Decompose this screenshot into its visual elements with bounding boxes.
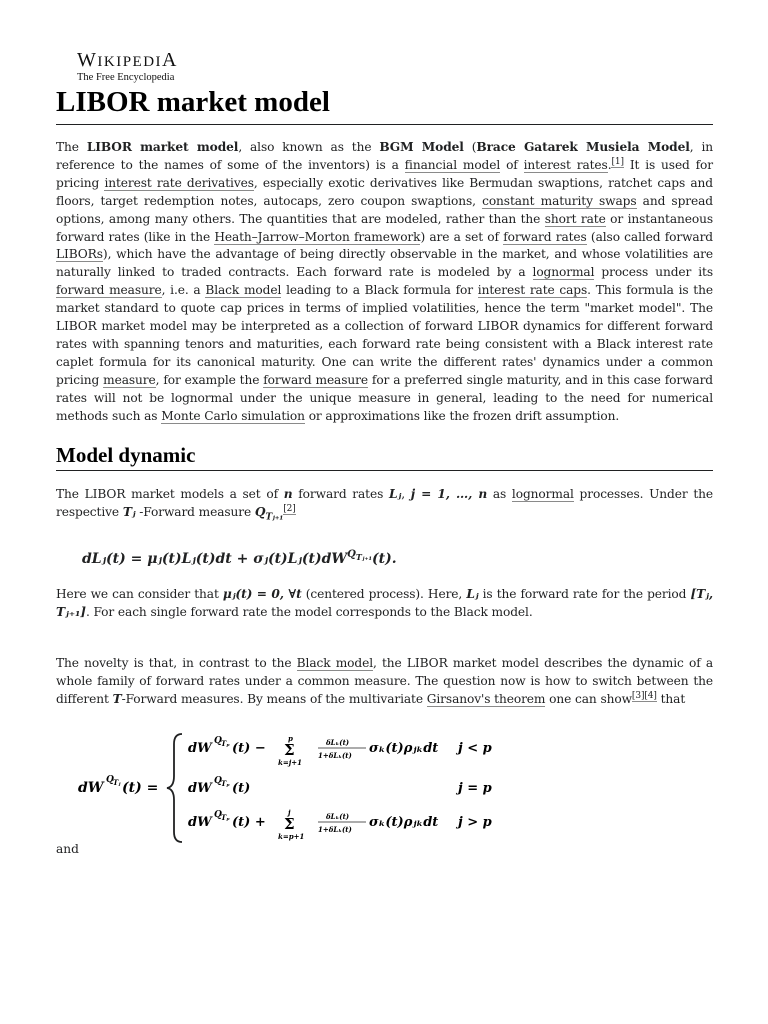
model-paragraph-3: The novelty is that, in contrast to the Black model, the LIBOR market model describes the dynamic of a whole family of forward rates under a common measure. The question now is how to switch between the different T-Forward measures. By means of the multivariate Girsanov's theorem one can show[3][4] that xyxy=(56,656,713,706)
link-monte-carlo[interactable]: Monte Carlo simulation xyxy=(161,408,305,423)
link-forward-measure-2[interactable]: forward measure xyxy=(263,372,368,387)
link-girsanov-theorem[interactable]: Girsanov's theorem xyxy=(426,691,546,706)
intro-paragraph: The LIBOR market model, also known as the BGM Model (Brace Gatarek Musiela Model, in reference to the names of some of the inventors) is a financial model of interest rates.[1] It is used for pricing interest rate derivatives, especially exotic derivatives like Bermudan swaptions, ratchet caps and floors, target redemption notes, autocaps, zero coupon swaptions, constant maturity swaps and spread options, among many others. The quantities that are modeled, rather than the short rate or instantaneous forward rates (like in the Heath–Jarrow–Morton framework) are a set of forward rates (also called forward LIBORs), which have the advantage of being directly observable in the market, and whose volatilities are naturally linked to traded contracts. Each forward rate is modeled by a lognormal process under its forward measure, i.e. a Black model leading to a Black formula for interest rate caps. This formula is the market standard to quote cap prices in terms of implied volatilities, hence the term "market model". The LIBOR market model may be interpreted as a collection of forward LIBOR dynamics for different forward rates with spanning tenors and maturities, each forward rate being consistent with a Black interest rate caplet formula for its canonical maturity. One can write the different rates' dynamics under a common pricing measure, for example the forward measure for a preferred single maturity, and in this case forward rates will not be lognormal under the unique measure in general, leading to the need for numerical methods such as Monte Carlo simulation or approximations like the frozen drift assumption. xyxy=(56,140,714,423)
link-financial-model[interactable]: financial model xyxy=(404,157,501,172)
svg-text:j: j xyxy=(288,808,291,817)
svg-text:σₖ(t)ρⱼₖdt: σₖ(t)ρⱼₖdt xyxy=(369,815,439,830)
model-paragraph-2: Here we can consider that μⱼ(t) = 0, ∀t (centered process). Here, Lⱼ is the forward rate for the period [Tⱼ, Tⱼ₊₁]. For each single forward rate the model corresponds to the Black model. xyxy=(56,587,713,619)
ref-1[interactable]: [1] xyxy=(611,156,624,167)
link-short-rate[interactable]: short rate xyxy=(544,211,606,226)
svg-text:1+δLₖ(t): 1+δLₖ(t) xyxy=(318,751,352,760)
link-interest-rate-derivatives[interactable]: interest rate derivatives xyxy=(104,175,254,190)
svg-text:(t) +: (t) + xyxy=(232,815,266,830)
equation-measure-change xyxy=(78,732,518,844)
eq-row-2 xyxy=(188,776,492,796)
link-lognormal[interactable]: lognormal xyxy=(532,265,595,280)
svg-text:k=j+1: k=j+1 xyxy=(278,758,302,767)
svg-text:Tⱼ: Tⱼ xyxy=(113,778,121,787)
svg-text:Q: Q xyxy=(214,776,222,786)
link-forward-measure[interactable]: forward measure xyxy=(56,283,162,298)
link-interest-rate-caps[interactable]: interest rate caps xyxy=(477,283,588,298)
logo-tagline: The Free Encyclopedia xyxy=(77,72,175,83)
section-divider xyxy=(56,470,713,471)
svg-text:σₖ(t)ρⱼₖdt: σₖ(t)ρⱼₖdt xyxy=(369,741,439,756)
model-paragraph-1: The LIBOR market models a set of n forward rates Lⱼ, j = 1, …, n as lognormal processes. Under the respective Tⱼ -Forward measure $Q_{Tⱼ_{+1}}[2]$ xyxy=(56,487,713,523)
ref-3-4[interactable]: [3][4] xyxy=(631,690,657,701)
link-black-model-2[interactable]: Black model xyxy=(296,656,374,670)
trailing-text: and xyxy=(56,842,79,856)
svg-text:Q: Q xyxy=(214,736,222,746)
svg-text:p: p xyxy=(288,734,293,743)
svg-text:dW: dW xyxy=(188,781,212,796)
svg-text:j = p: j = p xyxy=(458,781,492,796)
logo-wordmark: WIKIPEDIA xyxy=(77,49,178,71)
link-black-model[interactable]: Black model xyxy=(205,283,282,298)
eq-row-3 xyxy=(188,808,492,841)
svg-text:Σ: Σ xyxy=(284,741,295,759)
svg-text:dW: dW xyxy=(188,741,212,756)
svg-text:Σ: Σ xyxy=(284,815,295,833)
eq-lhs xyxy=(78,775,158,796)
svg-text:δLₖ(t): δLₖ(t) xyxy=(326,812,350,821)
svg-text:Q: Q xyxy=(214,810,222,820)
link-interest-rates[interactable]: interest rates xyxy=(523,157,608,172)
svg-text:dW: dW xyxy=(188,815,212,830)
title-divider xyxy=(56,124,713,125)
eq-row-1 xyxy=(188,734,492,767)
ref-2[interactable]: [2] xyxy=(283,503,296,514)
eq-brace xyxy=(167,734,182,842)
svg-text:Tₚ: Tₚ xyxy=(221,779,230,788)
link-constant-maturity-swaps[interactable]: constant maturity swaps xyxy=(482,193,637,208)
svg-text:Tₚ: Tₚ xyxy=(221,813,230,822)
svg-text:1+δLₖ(t): 1+δLₖ(t) xyxy=(318,825,352,834)
page-title: LIBOR market model xyxy=(56,86,330,118)
link-hjm-framework[interactable]: Heath–Jarrow–Morton framework xyxy=(214,229,421,244)
link-libors[interactable]: LIBORs xyxy=(56,247,103,262)
svg-text:j < p: j < p xyxy=(458,741,492,756)
svg-text:dW: dW xyxy=(78,780,104,796)
equation-forward-rate-dynamics: dLⱼ(t) = μⱼ(t)Lⱼ(t)dt + $\sigma ⱼ(t)Lⱼ(t)dW^{Q_{Tⱼ_{+1}}}(t)$. xyxy=(82,549,397,567)
wikipedia-logo[interactable] xyxy=(77,50,178,84)
svg-text:(t) =: (t) = xyxy=(122,780,159,796)
svg-text:Q: Q xyxy=(106,775,114,785)
svg-text:δLₖ(t): δLₖ(t) xyxy=(326,738,350,747)
section-heading: Model dynamic xyxy=(56,443,196,467)
link-measure[interactable]: measure xyxy=(103,372,156,387)
svg-text:k=p+1: k=p+1 xyxy=(278,832,305,841)
link-forward-rates[interactable]: forward rates xyxy=(503,229,587,244)
svg-text:(t): (t) xyxy=(232,781,251,796)
svg-text:(t) −: (t) − xyxy=(232,741,266,756)
svg-text:Tₚ: Tₚ xyxy=(221,739,230,748)
link-lognormal-2[interactable]: lognormal xyxy=(511,487,574,501)
svg-text:j > p: j > p xyxy=(458,815,492,830)
